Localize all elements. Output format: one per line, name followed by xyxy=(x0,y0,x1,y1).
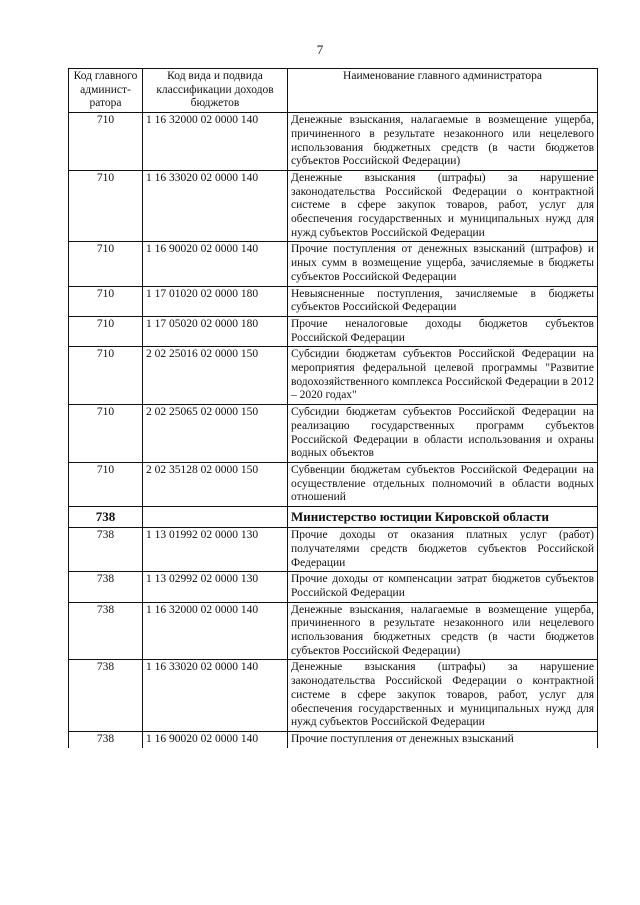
administrator-name-cell: Прочие доходы от компенсации затрат бюджетов субъектов Российской Федерации xyxy=(288,572,598,602)
table-row xyxy=(69,602,598,660)
table-row xyxy=(69,347,598,405)
classification-code-cell: 2 02 35128 02 0000 150 xyxy=(143,462,288,506)
table-row xyxy=(69,462,598,506)
administrator-code-cell: 710 xyxy=(69,113,143,171)
classification-code-cell xyxy=(143,507,288,528)
table-row xyxy=(69,286,598,316)
table-row xyxy=(69,316,598,346)
table-row xyxy=(69,170,598,242)
revenue-administrators-table xyxy=(68,68,598,748)
administrator-name-cell: Прочие поступления от денежных взысканий xyxy=(288,731,598,747)
administrator-code-cell: 710 xyxy=(69,462,143,506)
classification-code-cell: 1 13 02992 02 0000 130 xyxy=(143,572,288,602)
administrator-code-cell: 710 xyxy=(69,347,143,405)
classification-code-cell: 1 16 90020 02 0000 140 xyxy=(143,242,288,286)
classification-code-cell: 1 13 01992 02 0000 130 xyxy=(143,528,288,572)
administrator-name-cell: Министерство юстиции Кировской области xyxy=(288,507,598,528)
administrator-code-cell: 710 xyxy=(69,286,143,316)
administrator-name-cell: Денежные взыскания, налагаемые в возмещение ущерба, причиненного в результате незаконного или нецелевого использования бюджетных средств (в части бюджетов субъектов Российской Федерации) xyxy=(288,602,598,660)
classification-code-cell: 2 02 25065 02 0000 150 xyxy=(143,405,288,463)
classification-code-cell: 1 16 33020 02 0000 140 xyxy=(143,170,288,242)
classification-code-cell: 1 16 32000 02 0000 140 xyxy=(143,113,288,171)
administrator-code-cell: 738 xyxy=(69,572,143,602)
table-row xyxy=(69,242,598,286)
section-row xyxy=(69,507,598,528)
administrator-code-cell: 738 xyxy=(69,528,143,572)
header-administrator-name: Наименование главного администратора xyxy=(288,69,598,113)
administrator-name-cell: Субвенции бюджетам субъектов Российской Федерации на осуществление отдельных полномочий в области водных отношений xyxy=(288,462,598,506)
classification-code-cell: 1 17 05020 02 0000 180 xyxy=(143,316,288,346)
administrator-name-cell: Прочие доходы от оказания платных услуг (работ) получателями средств бюджетов субъектов Российской Федерации xyxy=(288,528,598,572)
administrator-code-cell: 738 xyxy=(69,602,143,660)
table-row xyxy=(69,572,598,602)
administrator-code-cell: 738 xyxy=(69,660,143,732)
classification-code-cell: 1 17 01020 02 0000 180 xyxy=(143,286,288,316)
page-number: 7 xyxy=(316,42,324,57)
administrator-name-cell: Прочие поступления от денежных взысканий (штрафов) и иных сумм в возмещение ущерба, зачисляемые в бюджеты субъектов Российской Федерации xyxy=(288,242,598,286)
administrator-name-cell: Субсидии бюджетам субъектов Российской Федерации на мероприятия федеральной целевой программы "Развитие водохозяйственного комплекса Российской Федерации в 2012 – 2020 годах" xyxy=(288,347,598,405)
administrator-name-cell: Невыясненные поступления, зачисляемые в бюджеты субъектов Российской Федерации xyxy=(288,286,598,316)
table-body xyxy=(69,113,598,748)
administrator-code-cell: 738 xyxy=(69,731,143,747)
table-row xyxy=(69,113,598,171)
administrator-code-cell: 710 xyxy=(69,405,143,463)
classification-code-cell: 1 16 32000 02 0000 140 xyxy=(143,602,288,660)
classification-code-cell: 2 02 25016 02 0000 150 xyxy=(143,347,288,405)
table-header-row xyxy=(69,69,598,113)
administrator-code-cell: 710 xyxy=(69,242,143,286)
classification-code-cell: 1 16 33020 02 0000 140 xyxy=(143,660,288,732)
administrator-name-cell: Денежные взыскания (штрафы) за нарушение законодательства Российской Федерации о контрактной системе в сфере закупок товаров, работ, услуг для обеспечения государственных и муниципальных нужд для нужд субъектов Российской Федерации xyxy=(288,660,598,732)
classification-code-cell: 1 16 90020 02 0000 140 xyxy=(143,731,288,747)
administrator-code-cell: 710 xyxy=(69,316,143,346)
header-administrator-code: Код главного админист-ратора xyxy=(69,69,143,113)
administrator-code-cell: 738 xyxy=(69,507,143,528)
table-row xyxy=(69,731,598,747)
administrator-name-cell: Денежные взыскания, налагаемые в возмещение ущерба, причиненного в результате незаконного или нецелевого использования бюджетных средств (в части бюджетов субъектов Российской Федерации) xyxy=(288,113,598,171)
administrator-name-cell: Прочие неналоговые доходы бюджетов субъектов Российской Федерации xyxy=(288,316,598,346)
table-row xyxy=(69,405,598,463)
table-row xyxy=(69,660,598,732)
administrator-name-cell: Субсидии бюджетам субъектов Российской Федерации на реализацию государственных программ субъектов Российской Федерации в области использования и охраны водных объектов xyxy=(288,405,598,463)
table-row xyxy=(69,528,598,572)
administrator-name-cell: Денежные взыскания (штрафы) за нарушение законодательства Российской Федерации о контрактной системе в сфере закупок товаров, работ, услуг для обеспечения государственных и муниципальных нужд для нужд субъектов Российской Федерации xyxy=(288,170,598,242)
administrator-code-cell: 710 xyxy=(69,170,143,242)
header-classification-code: Код вида и подвида классификации доходов бюджетов xyxy=(143,69,288,113)
